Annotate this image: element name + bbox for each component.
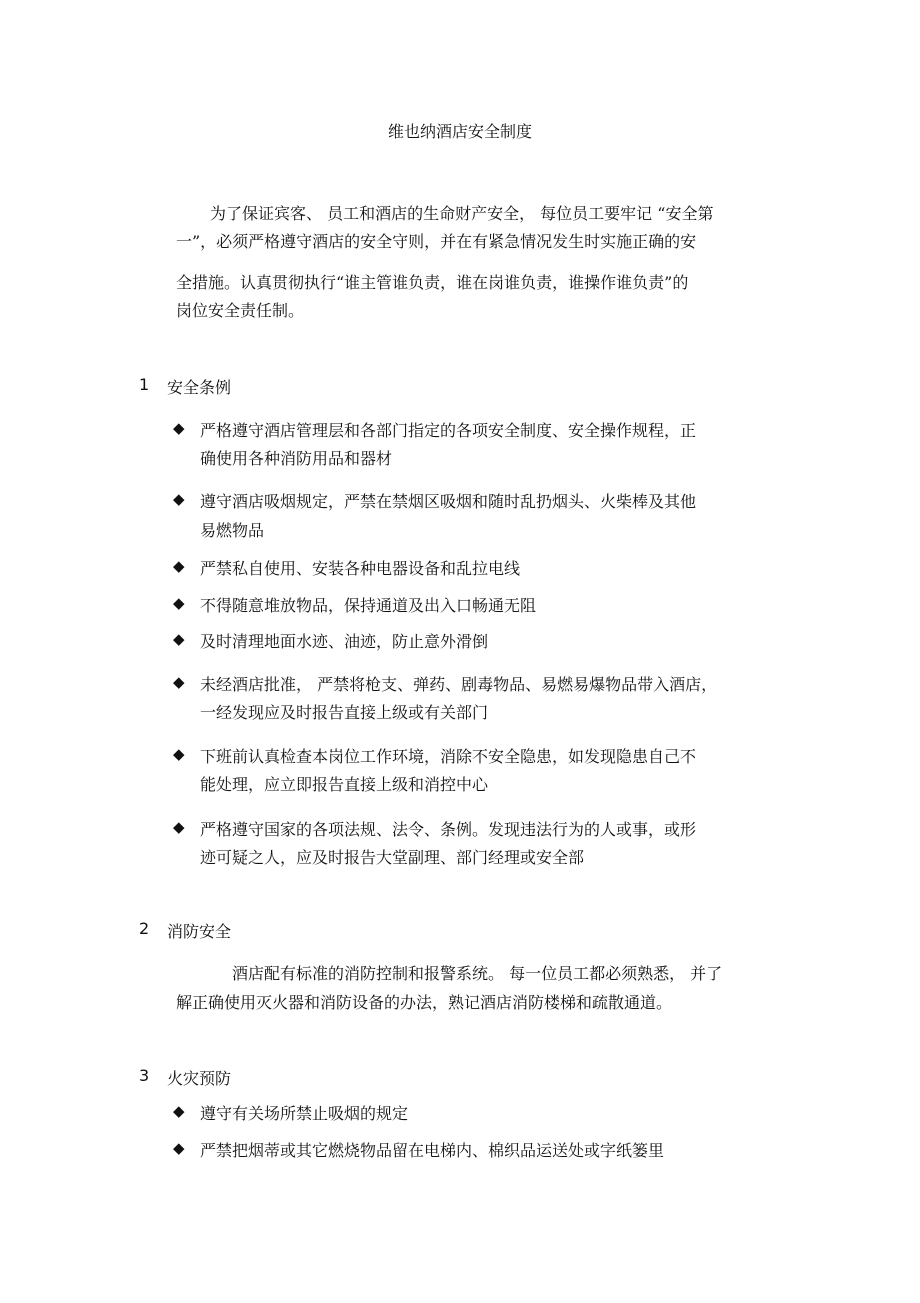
bullet-icon: ◆ (173, 630, 185, 648)
bullet-icon: ◆ (173, 1102, 185, 1120)
list-item-continuation: 一经发现应及时报告直接上级或有关部门 (200, 703, 489, 722)
list-item-continuation: 确使用各种消防用品和器材 (200, 449, 393, 468)
intro-line-4: 岗位安全责任制。 (176, 301, 305, 320)
section-3-number: 3 (139, 1066, 150, 1085)
section-3-title: 火灾预防 (167, 1069, 232, 1088)
list-item-continuation: 能处理，应立即报告直接上级和消控中心 (200, 775, 489, 794)
page-title: 维也纳酒店安全制度 (387, 122, 532, 141)
intro-line-1: 为了保证宾客、 员工和酒店的生命财产安全， 每位员工要牢记 “安全第 (210, 204, 714, 223)
list-item-continuation: 易燃物品 (200, 521, 265, 540)
list-item: 及时清理地面水迹、油迹，防止意外滑倒 (200, 632, 489, 651)
section-2-paragraph-line-1: 酒店配有标准的消防控制和报警系统。 每一位员工都必须熟悉， 并了 (232, 964, 723, 983)
section-2-title: 消防安全 (167, 922, 232, 941)
section-2-paragraph-line-2: 解正确使用灭火器和消防设备的办法，熟记酒店消防楼梯和疏散通道。 (176, 993, 673, 1012)
bullet-icon: ◆ (173, 490, 185, 508)
list-item: 严格遵守国家的各项法规、法令、条例。发现违法行为的人或事，或形 (200, 820, 697, 839)
bullet-icon: ◆ (173, 818, 185, 836)
section-1-number: 1 (139, 375, 150, 394)
bullet-icon: ◆ (173, 557, 185, 575)
list-item: 未经酒店批准， 严禁将枪支、弹药、剧毒物品、易燃易爆物品带入酒店， (200, 675, 718, 694)
bullet-icon: ◆ (173, 594, 185, 612)
list-item: 遵守酒店吸烟规定，严禁在禁烟区吸烟和随时乱扔烟头、火柴棒及其他 (200, 492, 697, 511)
list-item-continuation: 迹可疑之人，应及时报告大堂副理、部门经理或安全部 (200, 848, 585, 867)
list-item: 下班前认真检查本岗位工作环境，消除不安全隐患，如发现隐患自己不 (200, 747, 697, 766)
bullet-icon: ◆ (173, 745, 185, 763)
list-item: 严禁私自使用、安装各种电器设备和乱拉电线 (200, 559, 521, 578)
section-1-title: 安全条例 (167, 378, 232, 397)
list-item: 严禁把烟蒂或其它燃烧物品留在电梯内、棉织品运送处或字纸篓里 (200, 1141, 665, 1160)
bullet-icon: ◆ (173, 1139, 185, 1157)
intro-line-3: 全措施。认真贯彻执行“谁主管谁负责，谁在岗谁负责，谁操作谁负责”的 (176, 273, 689, 292)
list-item: 不得随意堆放物品，保持通道及出入口畅通无阻 (200, 596, 537, 615)
intro-line-2: 一”，必须严格遵守酒店的安全守则，并在有紧急情况发生时实施正确的安 (176, 232, 697, 251)
bullet-icon: ◆ (173, 673, 185, 691)
list-item: 遵守有关场所禁止吸烟的规定 (200, 1104, 409, 1123)
list-item: 严格遵守酒店管理层和各部门指定的各项安全制度、安全操作规程，正 (200, 421, 697, 440)
section-2-number: 2 (139, 919, 150, 938)
bullet-icon: ◆ (173, 419, 185, 437)
